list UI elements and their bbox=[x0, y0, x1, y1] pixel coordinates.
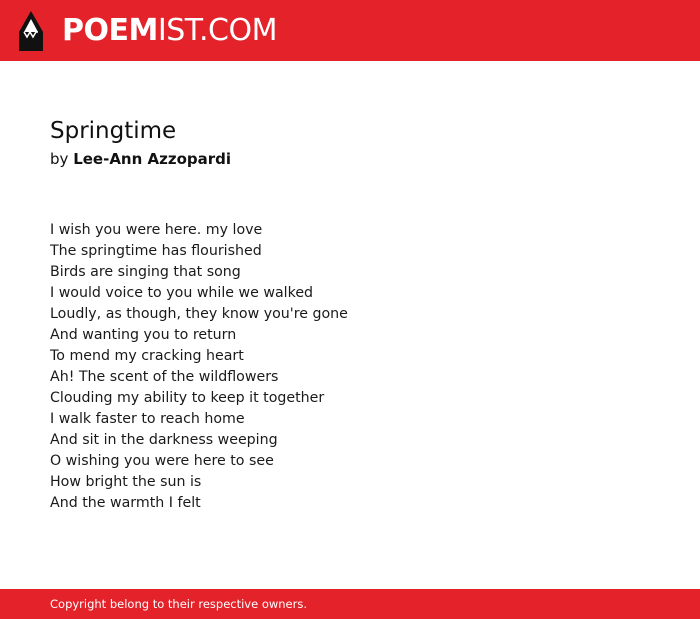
poem-line: O wishing you were here to see bbox=[50, 453, 274, 469]
logo-light-text: IST.COM bbox=[157, 13, 277, 48]
author-name: Lee-Ann Azzopardi bbox=[73, 150, 232, 168]
poem-line: How bright the sun is bbox=[50, 474, 202, 490]
site-logo[interactable] bbox=[62, 11, 277, 51]
site-footer bbox=[0, 589, 700, 619]
poem-line: Ah! The scent of the wildflowers bbox=[50, 369, 279, 385]
poem-line: The springtime has flourished bbox=[50, 243, 262, 259]
poem-line: Loudly, as though, they know you're gone bbox=[50, 306, 348, 322]
poem-line: I walk faster to reach home bbox=[50, 411, 245, 427]
poem-title: Springtime bbox=[50, 118, 177, 144]
poem-body bbox=[50, 220, 650, 514]
poem-line: I would voice to you while we walked bbox=[50, 285, 314, 301]
poem-line: I wish you were here. my love bbox=[50, 222, 263, 238]
logo-bold-text: POEM bbox=[62, 13, 158, 48]
poem-line: Birds are singing that song bbox=[50, 264, 241, 280]
poem-line: And the warmth I felt bbox=[50, 495, 201, 511]
site-header bbox=[0, 0, 700, 61]
poem-line: Clouding my ability to keep it together bbox=[50, 390, 325, 406]
copyright-text: Copyright belong to their respective owners. bbox=[50, 597, 308, 611]
byline-prefix: by bbox=[50, 150, 69, 168]
poem-line: And sit in the darkness weeping bbox=[50, 432, 278, 448]
poem-content bbox=[50, 116, 650, 514]
poem-line: To mend my cracking heart bbox=[50, 348, 244, 364]
pencil-icon[interactable] bbox=[18, 10, 44, 52]
byline bbox=[50, 148, 650, 170]
poem-line: And wanting you to return bbox=[50, 327, 237, 343]
